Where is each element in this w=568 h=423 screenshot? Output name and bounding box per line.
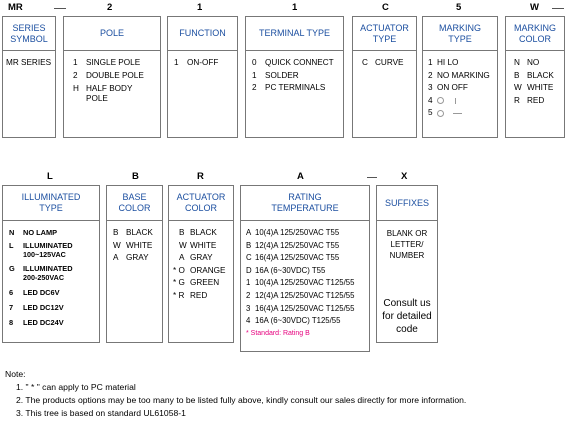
pole-option: H HALF BODY POLE [73,84,133,104]
rating-standard-note: * Standard: Rating B [246,329,310,337]
rating-option: A 10(4)A 125/250VAC T55 [246,228,340,237]
rating-temperature-header: RATING TEMPERATURE [241,186,369,221]
rating-option: B 12(4)A 125/250VAC T55 [246,240,340,250]
illuminated-option: 7 LED DC12V [9,303,64,312]
marking-option: 3 ON OFF [428,83,468,93]
base-color-option: A GRAY [113,253,149,263]
rating-option: C 16(4)A 125/250VAC T55 [246,253,340,263]
circle-bar-symbol-icon [437,95,456,108]
illuminated-type-header: ILLUMINATED TYPE [3,186,99,221]
illuminated-option: 6 LED DC6V [9,288,60,297]
actuator-color-option: * R RED [173,290,208,300]
pole-option: 1 SINGLE POLE [73,58,141,67]
illuminated-option: L ILLUMINATED 100~125VAC [9,241,73,259]
pole-option: 2 DOUBLE POLE [73,70,144,80]
actuator-type-option: C CURVE [362,58,404,67]
base-color-header: BASE COLOR [107,186,162,221]
suffixes-consult-text: Consult us for detailed code [382,298,432,335]
marking-type-header: MARKING TYPE [423,17,497,51]
illuminated-type-box [2,185,100,343]
rating-temperature-box [240,185,370,352]
code-suffixes: X [401,171,408,182]
actuator-type-box [352,16,417,138]
marking-option: 2 NO MARKING [428,70,490,80]
note-item: 2. The products options may be too many to be listed fully above, kindly consult our sales directly for more information. [16,395,467,405]
function-header: FUNCTION [168,17,237,51]
function-option: 1 ON-OFF [174,58,219,67]
rating-option: 3 16(4)A 125/250VAC T125/55 [246,303,355,313]
code-separator [552,8,564,9]
actuator-color-header: ACTUATOR COLOR [169,186,233,221]
actuator-color-option: W WHITE [179,240,217,250]
marking-color-option: W WHITE [514,83,554,93]
marking-color-box [505,16,565,138]
terminal-option: 2 PC TERMINALS [252,83,326,93]
circle-dash-symbol-icon [437,107,462,120]
marking-color-header: MARKING COLOR [506,17,564,51]
rating-option: D 16A (6~30VDC) T55 [246,265,326,275]
code-base-color: B [132,171,139,182]
marking-option: 4 [428,95,497,108]
note-item: 1. " * " can apply to PC material [16,382,136,392]
code-series: MR [8,2,23,13]
illuminated-option: G ILLUMINATED 200-250VAC [9,263,73,282]
actuator-color-option: * O ORANGE [173,265,226,275]
pole-header: POLE [64,17,160,51]
note-item: 3. This tree is based on standard UL61058-1 [16,408,186,418]
suffixes-header: SUFFIXES [377,186,437,221]
code-marking-color: W [530,2,539,13]
base-color-option: W WHITE [113,240,153,250]
suffixes-value: BLANK OR LETTER/ NUMBER [386,229,428,260]
illuminated-option: 8 LED DC24V [9,318,64,327]
code-function: 1 [197,2,203,13]
marking-option: 1 HI LO [428,58,459,67]
marking-color-option: B BLACK [514,70,554,80]
notes-section [5,368,466,420]
actuator-color-option: * G GREEN [173,278,220,288]
code-separator [54,8,66,9]
code-illuminated: L [47,171,53,182]
code-rating: A [297,171,304,182]
terminal-type-box [245,16,344,138]
marking-option: 5 [428,107,497,120]
code-marking-type: 5 [456,2,462,13]
marking-type-box [422,16,498,138]
rating-option: 1 10(4)A 125/250VAC T125/55 [246,278,355,288]
code-pole: 2 [107,2,113,13]
terminal-option: 1 SOLDER [252,70,299,80]
actuator-type-header: ACTUATOR TYPE [353,17,416,51]
code-actuator-type: C [382,2,389,13]
marking-color-option: N NO [514,58,540,67]
series-value: MR SERIES [6,58,52,67]
series-symbol-box [2,16,56,138]
base-color-box [106,185,163,343]
code-separator [367,177,377,178]
actuator-color-box [168,185,234,343]
terminal-option: 0 QUICK CONNECT [252,58,334,67]
pole-box [63,16,161,138]
rating-option: 4 16A (6~30VDC) T125/55 [246,316,341,326]
illuminated-option: N NO LAMP [9,228,58,237]
code-terminal: 1 [292,2,298,13]
notes-title: Note: [5,369,26,379]
code-actuator-color: R [197,171,204,182]
function-box [167,16,238,138]
marking-color-option: R RED [514,95,545,105]
rating-option: 2 12(4)A 125/250VAC T125/55 [246,290,355,300]
actuator-color-option: A GRAY [179,253,213,263]
base-color-option: B BLACK [113,228,153,237]
terminal-type-header: TERMINAL TYPE [246,17,343,51]
series-symbol-header: SERIES SYMBOL [3,17,55,51]
actuator-color-option: B BLACK [179,228,217,237]
suffixes-box [376,185,438,343]
